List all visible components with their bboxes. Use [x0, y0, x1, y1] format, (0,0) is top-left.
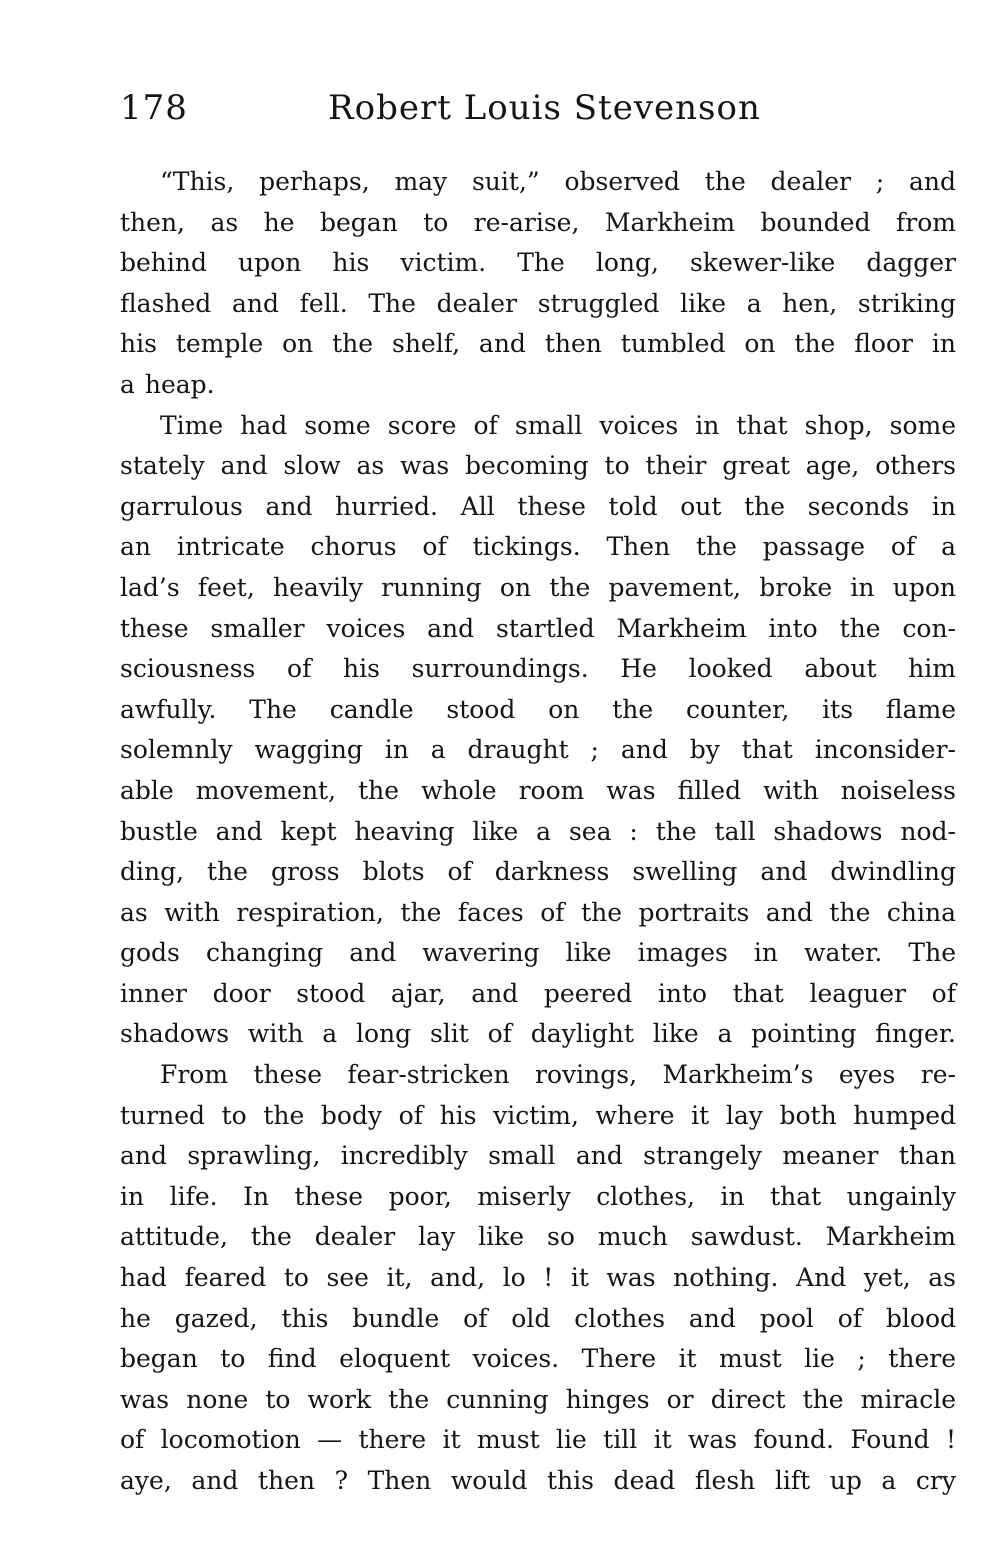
text-line: had feared to see it, and, lo ! it was nothing. And yet, as — [120, 1263, 956, 1293]
page-number: 178 — [120, 88, 188, 128]
text-line: aye, and then ? Then would this dead flesh lift up a cry — [120, 1466, 956, 1495]
text-line: turned to the body of his victim, where it lay both humped — [120, 1100, 956, 1130]
text-line: and sprawling, incredibly small and strangely meaner than — [120, 1141, 956, 1171]
text-line: these smaller voices and startled Markheim into the con- — [120, 613, 956, 643]
text-line: an intricate chorus of tickings. Then the passage of a — [120, 532, 956, 562]
text-line: as with respiration, the faces of the portraits and the china — [120, 897, 956, 927]
text-line: ding, the gross blots of darkness swelling and dwindling — [120, 857, 956, 887]
text-line: bustle and kept heaving like a sea : the tall shadows nod- — [120, 816, 956, 846]
text-line: garrulous and hurried. All these told out the seconds in — [120, 491, 956, 521]
text-line: he gazed, this bundle of old clothes and pool of blood — [120, 1303, 956, 1333]
text-line: Time had some score of small voices in that shop, some — [160, 410, 956, 440]
text-line: then, as he began to re-arise, Markheim bounded from — [120, 207, 956, 237]
text-line: gods changing and wavering like images in water. The — [120, 938, 956, 968]
text-line: was none to work the cunning hinges or direct the miracle — [120, 1384, 956, 1414]
text-line: awfully. The candle stood on the counter, its flame — [120, 694, 956, 724]
text-line: stately and slow as was becoming to their great age, others — [120, 451, 956, 481]
text-line: of locomotion — there it must lie till it was found. Found ! — [120, 1425, 956, 1455]
text-line: a heap. — [120, 369, 215, 399]
book-page — [120, 88, 956, 1502]
text-line: sciousness of his surroundings. He looked about him — [120, 654, 956, 684]
text-line: solemnly wagging in a draught ; and by that inconsider- — [120, 735, 956, 765]
text-line: lad’s feet, heavily running on the pavement, broke in upon — [120, 572, 956, 602]
body-text — [120, 162, 956, 1502]
text-line: able movement, the whole room was filled with noiseless — [120, 775, 956, 805]
text-line: From these fear-stricken rovings, Markheim’s eyes re- — [160, 1060, 956, 1090]
text-line: in life. In these poor, miserly clothes, in that ungainly — [120, 1181, 956, 1211]
text-line: his temple on the shelf, and then tumbled on the floor in — [120, 329, 956, 359]
running-head — [120, 88, 956, 136]
text-line: behind upon his victim. The long, skewer-like dagger — [120, 248, 956, 278]
text-line: shadows with a long slit of daylight like a pointing finger. — [120, 1019, 956, 1049]
text-line: “This, perhaps, may suit,” observed the dealer ; and — [160, 167, 956, 196]
text-line: flashed and fell. The dealer struggled like a hen, striking — [120, 288, 956, 318]
text-line: attitude, the dealer lay like so much sawdust. Markheim — [120, 1222, 956, 1252]
running-title: Robert Louis Stevenson — [328, 88, 761, 128]
text-line: inner door stood ajar, and peered into that leaguer of — [120, 978, 956, 1008]
text-line: began to find eloquent voices. There it must lie ; there — [120, 1344, 956, 1374]
